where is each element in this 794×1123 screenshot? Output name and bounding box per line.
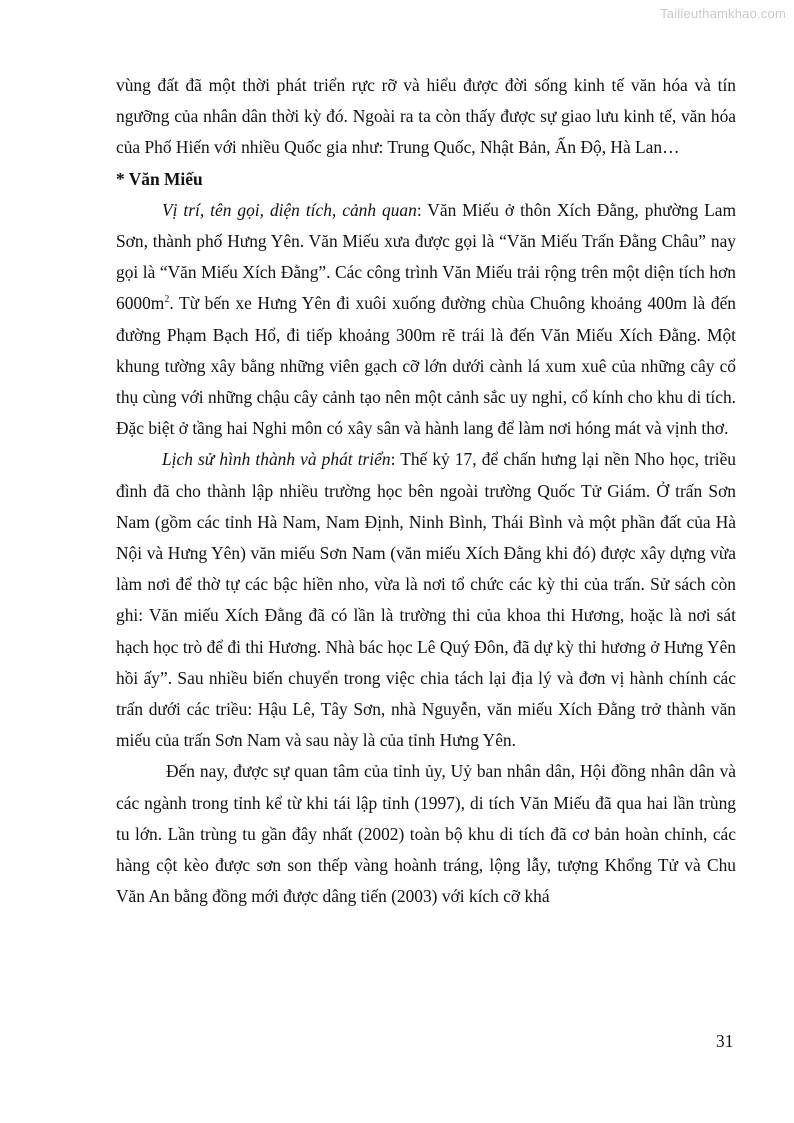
restoration-paragraph: Đến nay, được sự quan tâm của tỉnh ủy, Uỷ ban nhân dân, Hội đồng nhân dân và các ngành trong tỉnh kể từ khi tái lập tỉnh (1997), di tích Văn Miếu đã qua hai lần trùng tu lớn. Lần trùng tu gần đây nhất (2002) toàn bộ khu di tích đã cơ bản hoàn chỉnh, các hàng cột kèo được sơn son thếp vàng hoành tráng, lộng lẫy, tượng Khổng Tử và Chu Văn An bằng đồng mới được dâng tiến (2003) với kích cỡ khá <box>116 761 736 907</box>
location-text: : Văn Miếu ở thôn Xích Đằng, phường Lam Sơn, thành phố Hưng Yên. Văn Miếu xưa được gọi là “Văn Miếu Trấn Đằng Châu” nay gọi là “Văn Miếu Xích Đằng”. Các công trình Văn Miếu trải rộng trên một diện tích hơn 6000m <box>116 199 736 314</box>
location-paragraph <box>116 195 736 445</box>
location-label: Vị trí, tên gọi, diện tích, cảnh quan <box>162 199 417 220</box>
section-heading: * Văn Miếu <box>116 168 203 189</box>
history-text: : Thế kỷ 17, để chấn hưng lại nền Nho học, triều đình đã cho thành lập nhiều trường học bên ngoài trường Quốc Tử Giám. Ở trấn Sơn Nam (gồm các tỉnh Hà Nam, Nam Định, Ninh Bình, Thái Bình và một phần đất của Hà Nội và Hưng Yên) văn miếu Sơn Nam (văn miếu Xích Đằng khi đó) được xây dựng vừa làm nơi để thờ tự các bậc hiền nho, vừa là nơi tổ chức các kỳ thi của trấn. Sử sách còn ghi: Văn miếu Xích Đằng đã có lần là trường thi của khoa thi Hương, hoặc là nơi sát hạch học trò để đi thi Hương. Nhà bác học Lê Quý Đôn, đã dự kỳ thi hương ở Hưng Yên hồi ấy”. Sau nhiều biến chuyển trong việc chia tách lại địa lý và đơn vị hành chính các trấn dưới các triều: Hậu Lê, Tây Sơn, nhà Nguyễn, văn miếu Xích Đằng trở thành văn miếu của trấn Sơn Nam và sau này là của tỉnh Hưng Yên. <box>116 449 737 751</box>
page-body <box>116 70 736 912</box>
history-label: Lịch sử hình thành và phát triển <box>162 449 391 470</box>
history-paragraph <box>116 444 736 756</box>
area-superscript: 2 <box>164 294 170 306</box>
location-text-continued: . Từ bến xe Hưng Yên đi xuôi xuống đường chùa Chuông khoảng 400m là đến đường Phạm Bạch Hổ, đi tiếp khoảng 300m rẽ trái là đến Văn Miếu Xích Đằng. Một khung tường xây bằng những viên gạch cỡ lớn dưới cành lá xum xuê của những cây cổ thụ cùng với những chậu cây cảnh tạo nên một cảnh sắc uy nghi, cổ kính cho khu di tích. Đặc biệt ở tầng hai Nghi môn có xây sân và hành lang để làm nơi hóng mát và vịnh thơ. <box>116 293 736 439</box>
watermark: Tailieuthamkhao.com <box>660 6 786 21</box>
intro-paragraph: vùng đất đã một thời phát triển rực rỡ và hiểu được đời sống kinh tế văn hóa và tín ngưỡng của nhân dân thời kỳ đó. Ngoài ra ta còn thấy được sự giao lưu kinh tế, văn hóa của Phố Hiến với nhiều Quốc gia như: Trung Quốc, Nhật Bản, Ấn Độ, Hà Lan… <box>116 75 736 158</box>
page-number: 31 <box>716 1031 734 1051</box>
